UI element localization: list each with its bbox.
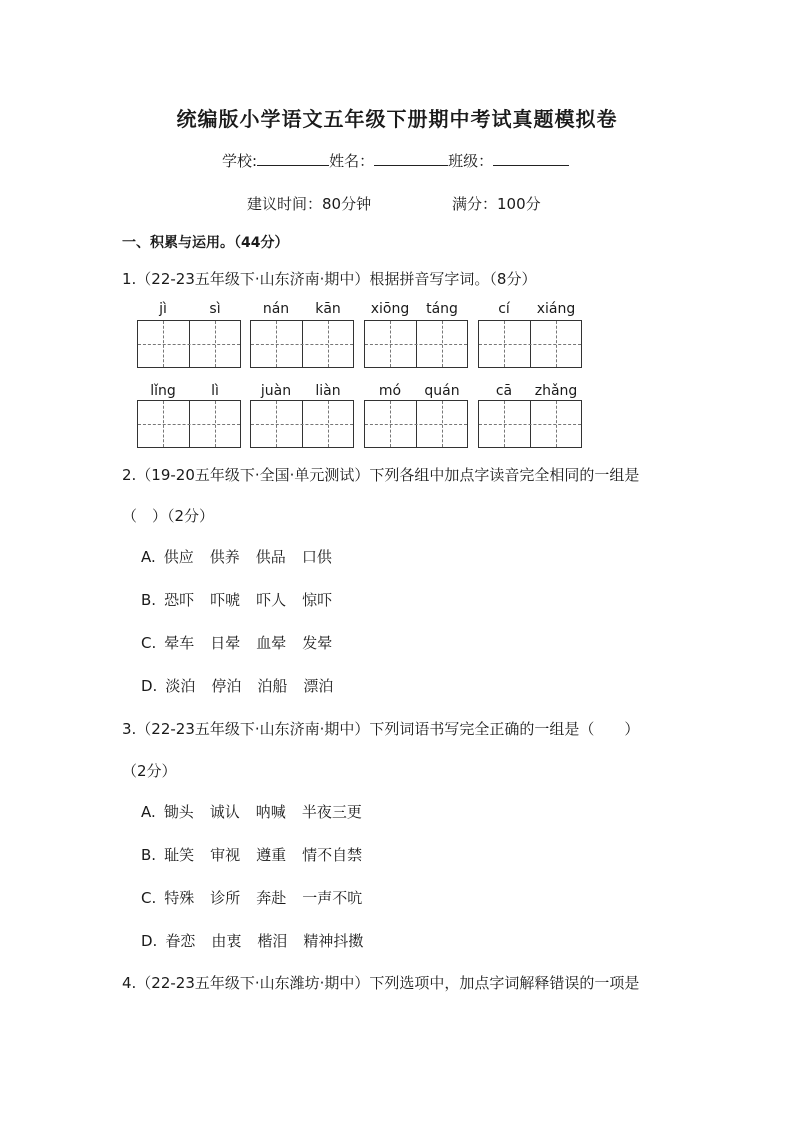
guide-line	[328, 401, 329, 447]
question-3-stem: 3.（22-23五年级下·山东济南·期中）下列词语书写完全正确的一组是（ ）	[122, 720, 640, 738]
guide-line	[215, 321, 216, 367]
guide-line	[556, 321, 557, 367]
guide-line	[479, 344, 581, 345]
page-title: 统编版小学语文五年级下册期中考试真题模拟卷	[176, 107, 618, 131]
guide-line	[556, 401, 557, 447]
pinyin-label: lì	[211, 383, 219, 399]
option-word: 奔赴	[256, 889, 287, 907]
pinyin-label: xiáng	[536, 301, 576, 317]
option-word: 恐吓	[164, 591, 195, 609]
option-word: 由衷	[211, 932, 242, 950]
guide-line	[390, 321, 391, 367]
guide-line	[163, 321, 164, 367]
guide-line	[215, 401, 216, 447]
option-row[interactable]	[141, 546, 348, 567]
pinyin-label: liàn	[315, 383, 341, 399]
pinyin-label: mó	[378, 383, 402, 399]
pinyin-label: kān	[315, 301, 341, 317]
option-word: 泊船	[257, 677, 288, 695]
guide-line	[138, 344, 240, 345]
guide-line	[504, 321, 505, 367]
guide-line	[504, 401, 505, 447]
option-word: 眷恋	[165, 932, 196, 950]
guide-line	[251, 424, 353, 425]
tianzige-box[interactable]	[364, 400, 468, 448]
option-word: 特殊	[164, 889, 195, 907]
option-row[interactable]	[141, 887, 378, 908]
option-word: 一声不吭	[302, 889, 363, 907]
option-word: 日晕	[210, 634, 241, 652]
pinyin-label: quán	[424, 383, 460, 399]
pinyin-label: zhǎng	[534, 383, 578, 399]
option-letter: D.	[141, 677, 158, 695]
option-letter: C.	[141, 889, 157, 907]
guide-line	[328, 321, 329, 367]
pinyin-label: jì	[159, 301, 167, 317]
option-word: 耻笑	[164, 846, 195, 864]
class-blank[interactable]	[493, 151, 569, 166]
tianzige-box[interactable]	[478, 400, 582, 448]
section-heading: 一、积累与运用。（44分）	[122, 235, 289, 251]
option-letter: D.	[141, 932, 158, 950]
guide-line	[442, 321, 443, 367]
pinyin-label: lǐng	[150, 383, 176, 399]
guide-line	[390, 401, 391, 447]
option-word: 楷泪	[257, 932, 288, 950]
guide-line	[442, 401, 443, 447]
option-word: 淡泊	[165, 677, 196, 695]
pinyin-label: cā	[495, 383, 513, 399]
guide-line	[138, 424, 240, 425]
guide-line	[163, 401, 164, 447]
question-4-stem: 4.（22-23五年级下·山东潍坊·期中）下列选项中，加点字词解释错误的一项是	[122, 974, 640, 992]
option-word: 供品	[255, 548, 286, 566]
name-blank[interactable]	[374, 151, 448, 166]
option-word: 惊吓	[302, 591, 333, 609]
pinyin-label: táng	[426, 301, 458, 317]
option-word: 情不自禁	[302, 846, 363, 864]
option-word: 审视	[210, 846, 241, 864]
class-label: 班级：	[448, 152, 494, 170]
school-blank[interactable]	[257, 151, 329, 166]
question-2-stem: 2.（19-20五年级下·全国·单元测试）下列各组中加点字读音完全相同的一组是	[122, 466, 640, 484]
option-word: 遵重	[256, 846, 287, 864]
option-word: 晕车	[164, 634, 195, 652]
guide-line	[276, 321, 277, 367]
pinyin-label: nán	[262, 301, 290, 317]
school-label: 学校:	[222, 152, 258, 170]
guide-line	[479, 424, 581, 425]
option-word: 口供	[301, 548, 332, 566]
name-label: 姓名：	[329, 152, 375, 170]
option-letter: A.	[141, 803, 156, 821]
question-1-stem: 1.（22-23五年级下·山东济南·期中）根据拼音写字词。（8分）	[122, 270, 537, 288]
guide-line	[365, 344, 467, 345]
option-word: 漂泊	[303, 677, 334, 695]
option-word: 诊所	[210, 889, 241, 907]
full-score: 满分：100分	[452, 195, 541, 213]
option-row[interactable]	[141, 675, 349, 696]
tianzige-box[interactable]	[137, 400, 241, 448]
option-word: 停泊	[211, 677, 242, 695]
option-word: 供应	[163, 548, 194, 566]
guide-line	[251, 344, 353, 345]
option-row[interactable]	[141, 844, 378, 865]
pinyin-label: sì	[209, 301, 221, 317]
option-letter: B.	[141, 591, 157, 609]
option-row[interactable]	[141, 632, 348, 653]
option-word: 血晕	[256, 634, 287, 652]
question-2-answer-bracket: （ ）（2分）	[122, 507, 215, 525]
tianzige-box[interactable]	[478, 320, 582, 368]
option-word: 吓唬	[210, 591, 241, 609]
guide-line	[365, 424, 467, 425]
guide-line	[276, 401, 277, 447]
pinyin-label: cí	[498, 301, 510, 317]
option-letter: B.	[141, 846, 157, 864]
option-word: 发晕	[302, 634, 333, 652]
pinyin-label: juàn	[260, 383, 292, 399]
question-3-score: （2分）	[122, 762, 177, 780]
tianzige-box[interactable]	[137, 320, 241, 368]
option-word: 半夜三更	[301, 803, 362, 821]
option-word: 供养	[209, 548, 240, 566]
option-word: 精神抖擞	[303, 932, 364, 950]
suggested-time: 建议时间：80分钟	[247, 195, 372, 213]
option-row[interactable]	[141, 801, 378, 822]
option-word: 诚认	[209, 803, 240, 821]
pinyin-label: xiōng	[370, 301, 410, 317]
option-letter: C.	[141, 634, 157, 652]
student-info-line	[222, 150, 569, 171]
tianzige-box[interactable]	[250, 320, 354, 368]
option-row[interactable]	[141, 930, 379, 951]
option-row[interactable]	[141, 589, 348, 610]
tianzige-box[interactable]	[250, 400, 354, 448]
tianzige-box[interactable]	[364, 320, 468, 368]
option-word: 呐喊	[255, 803, 286, 821]
option-letter: A.	[141, 548, 156, 566]
option-word: 锄头	[163, 803, 194, 821]
option-word: 吓人	[256, 591, 287, 609]
